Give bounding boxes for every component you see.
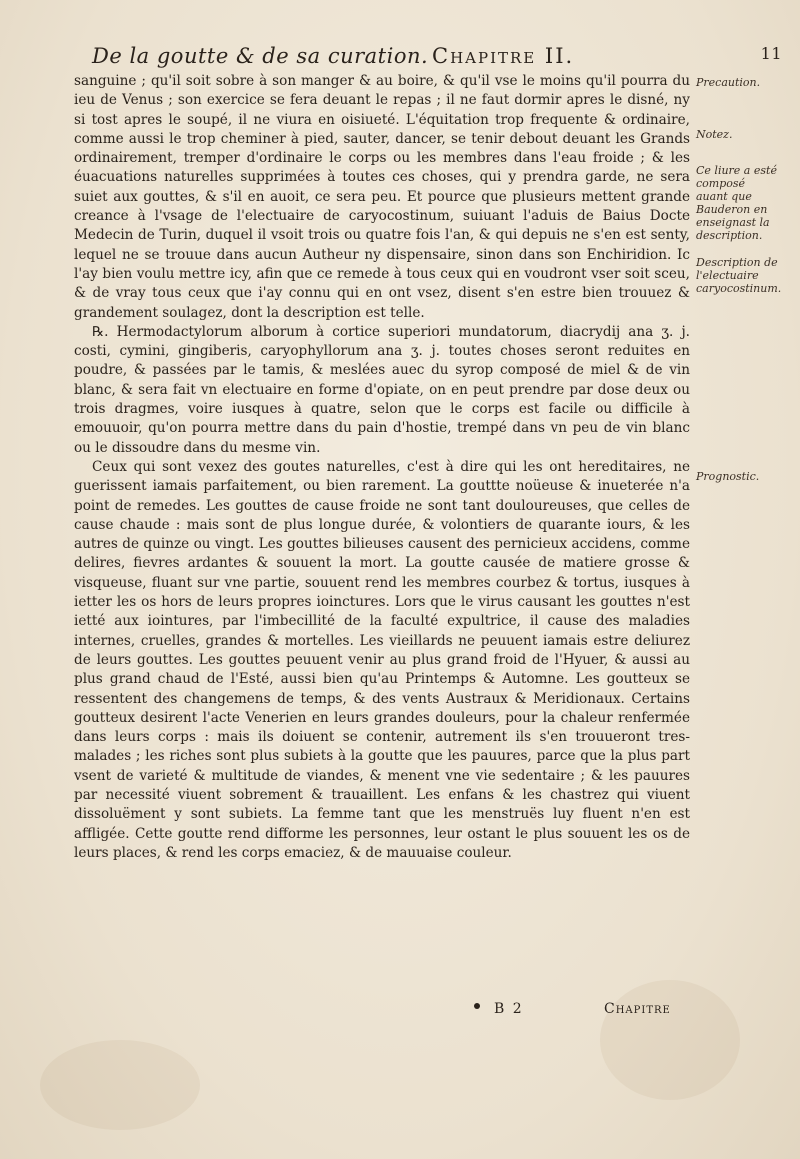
running-head-chapter: Chapitre II. [432,44,575,68]
margin-note-description: Description de l'electuaire caryocostinum. [696,256,782,295]
paragraph: sanguine ; qu'il soit sobre à son manger & au boire, & qu'il vse le moins qu'il pourra du ieu de Venus ; son exercice se fera deuant le repas ; il ne faut dormir apres le disné, ny si tost apres le soupé, il ne viura en oisiueté. L'équitation trop frequente & ordinaire, comme aussi le trop cheminer à pied, sauter, dancer, se tenir debout deuant les Grands ordinairement, tremper d'ordinaire le corps ou les membres dans l'eau froide ; & les éuacuations naturelles supprimées à toutes ces choses, qui y prendra garde, ne sera suiet aux gouttes, & s'il en auoit, ce sera peu. Et pource que plusieurs mettent grande creance à l'vsage de l'electuaire de caryocostinum, suiuant l'aduis de Baius Docte Medecin de Turin, duquel il vsoit trois ou quatre fois l'an, & qui depuis ne s'en est senty, lequel ne se trouue dans aucun Autheur ny dispensaire, sinon dans son Enchiridion. Ic l'ay bien voulu mettre icy, afin que ce remede à tous ceux qui en voudront vser soit sceu, & de vray tous ceux que i'ay connu qui en ont vsez, disent s'en estre bien trouuez & grandement soulagez, dont la description est telle. [74,73,690,321]
main-text [74,72,690,863]
catchword: Chapitre [604,1001,671,1017]
paper-stain [40,1040,200,1130]
running-head-title: De la goutte & de sa curation. [92,44,429,68]
paragraph: Ceux qui sont vexez des goutes naturelles, c'est à dire qui les ont hereditaires, ne guerissent iamais parfaitement, ou bien rarement. La gouttte noüeuse & inueterée n'a point de remedes. Les gouttes de cause froide ne sont tant douloureuses, que celles de cause chaude : mais sont de plus longue durée, & volontiers de quarante iours, & les autres de quinze ou vingt. Les gouttes bilieuses causent des pernicieux accidens, comme delires, fievres ardantes & souuent la mort. La goutte causée de matiere grosse & visqueuse, fluant sur vne partie, souuent rend les membres courbez & tortus, iusques à ietter les os hors de leurs propres ioinctures. Lors que le virus causant les gouttes n'est ietté aux iointures, par l'imbecillité de la faculté expultrice, il cause des maladies internes, cruelles, grandes & mortelles. Les vieillards ne peuuent iamais estre deliurez de leurs gouttes. Les gouttes peuuent venir au plus grand froid de l'Hyuer, & aussi au plus grand chaud de l'Esté, aussi bien qu'au Printemps & Automne. Les goutteux se ressentent des changemens de temps, & des vents Austraux & Meridionaux. Certains goutteux desirent l'acte Venerien en leurs grandes douleurs, pour la chaleur renfermée dans leurs corps : mais ils doiuent se contenir, autrement ils s'en trouueront tres-malades ; les riches sont plus subiets à la goutte que les pauures, parce que la plus part vsent de varieté & multitude de viandes, & menent vne vie sedentaire ; & les pauures par necessité viuent sobrement & trauaillent. Les enfans & les chastrez qui viuent dissoluëment y sont subiets. La femme tant que les menstruës luy fluent n'en est affligée. Cette goutte rend difforme les personnes, leur ostant le plus souuent les os de leurs places, & rend les corps emaciez, & de mauuaise couleur. [74,458,690,861]
margin-note-precaution: Precaution. [696,76,761,89]
ornament-dot-icon [474,1003,480,1009]
signature-mark: B 2 [494,1001,524,1017]
running-head [92,44,782,68]
recipe-paragraph: ℞. Hermodactylorum alborum à cortice superiori mundatorum, diacrydij ana ʒ. j. costi, cymini, gingiberis, caryophyllorum ana ʒ. j. toutes choses seront reduites en poudre, & passées par le tamis, & meslées auec du syrop composé de miel & de vin blanc, & sera fait vn electuaire en forme d'opiate, on en peut prendre par dose deux ou trois dragmes, voire iusques à quatre, selon que le corps est facile ou difficile à emouuoir, qu'on pourra mettre dans du pain d'hostie, trempé dans vn peu de vin blanc ou le dissoudre dans du mesme vin. [74,323,690,456]
paper-stain [600,980,740,1100]
margin-note-notez: Notez. [696,128,733,141]
margin-note-prognostic: Prognostic. [696,470,760,483]
margin-note-bauderon: Ce liure a esté composé auant que Bauderon en enseignast la description. [696,164,777,242]
page-footer [74,1001,690,1021]
page-number: 11 [760,44,782,63]
